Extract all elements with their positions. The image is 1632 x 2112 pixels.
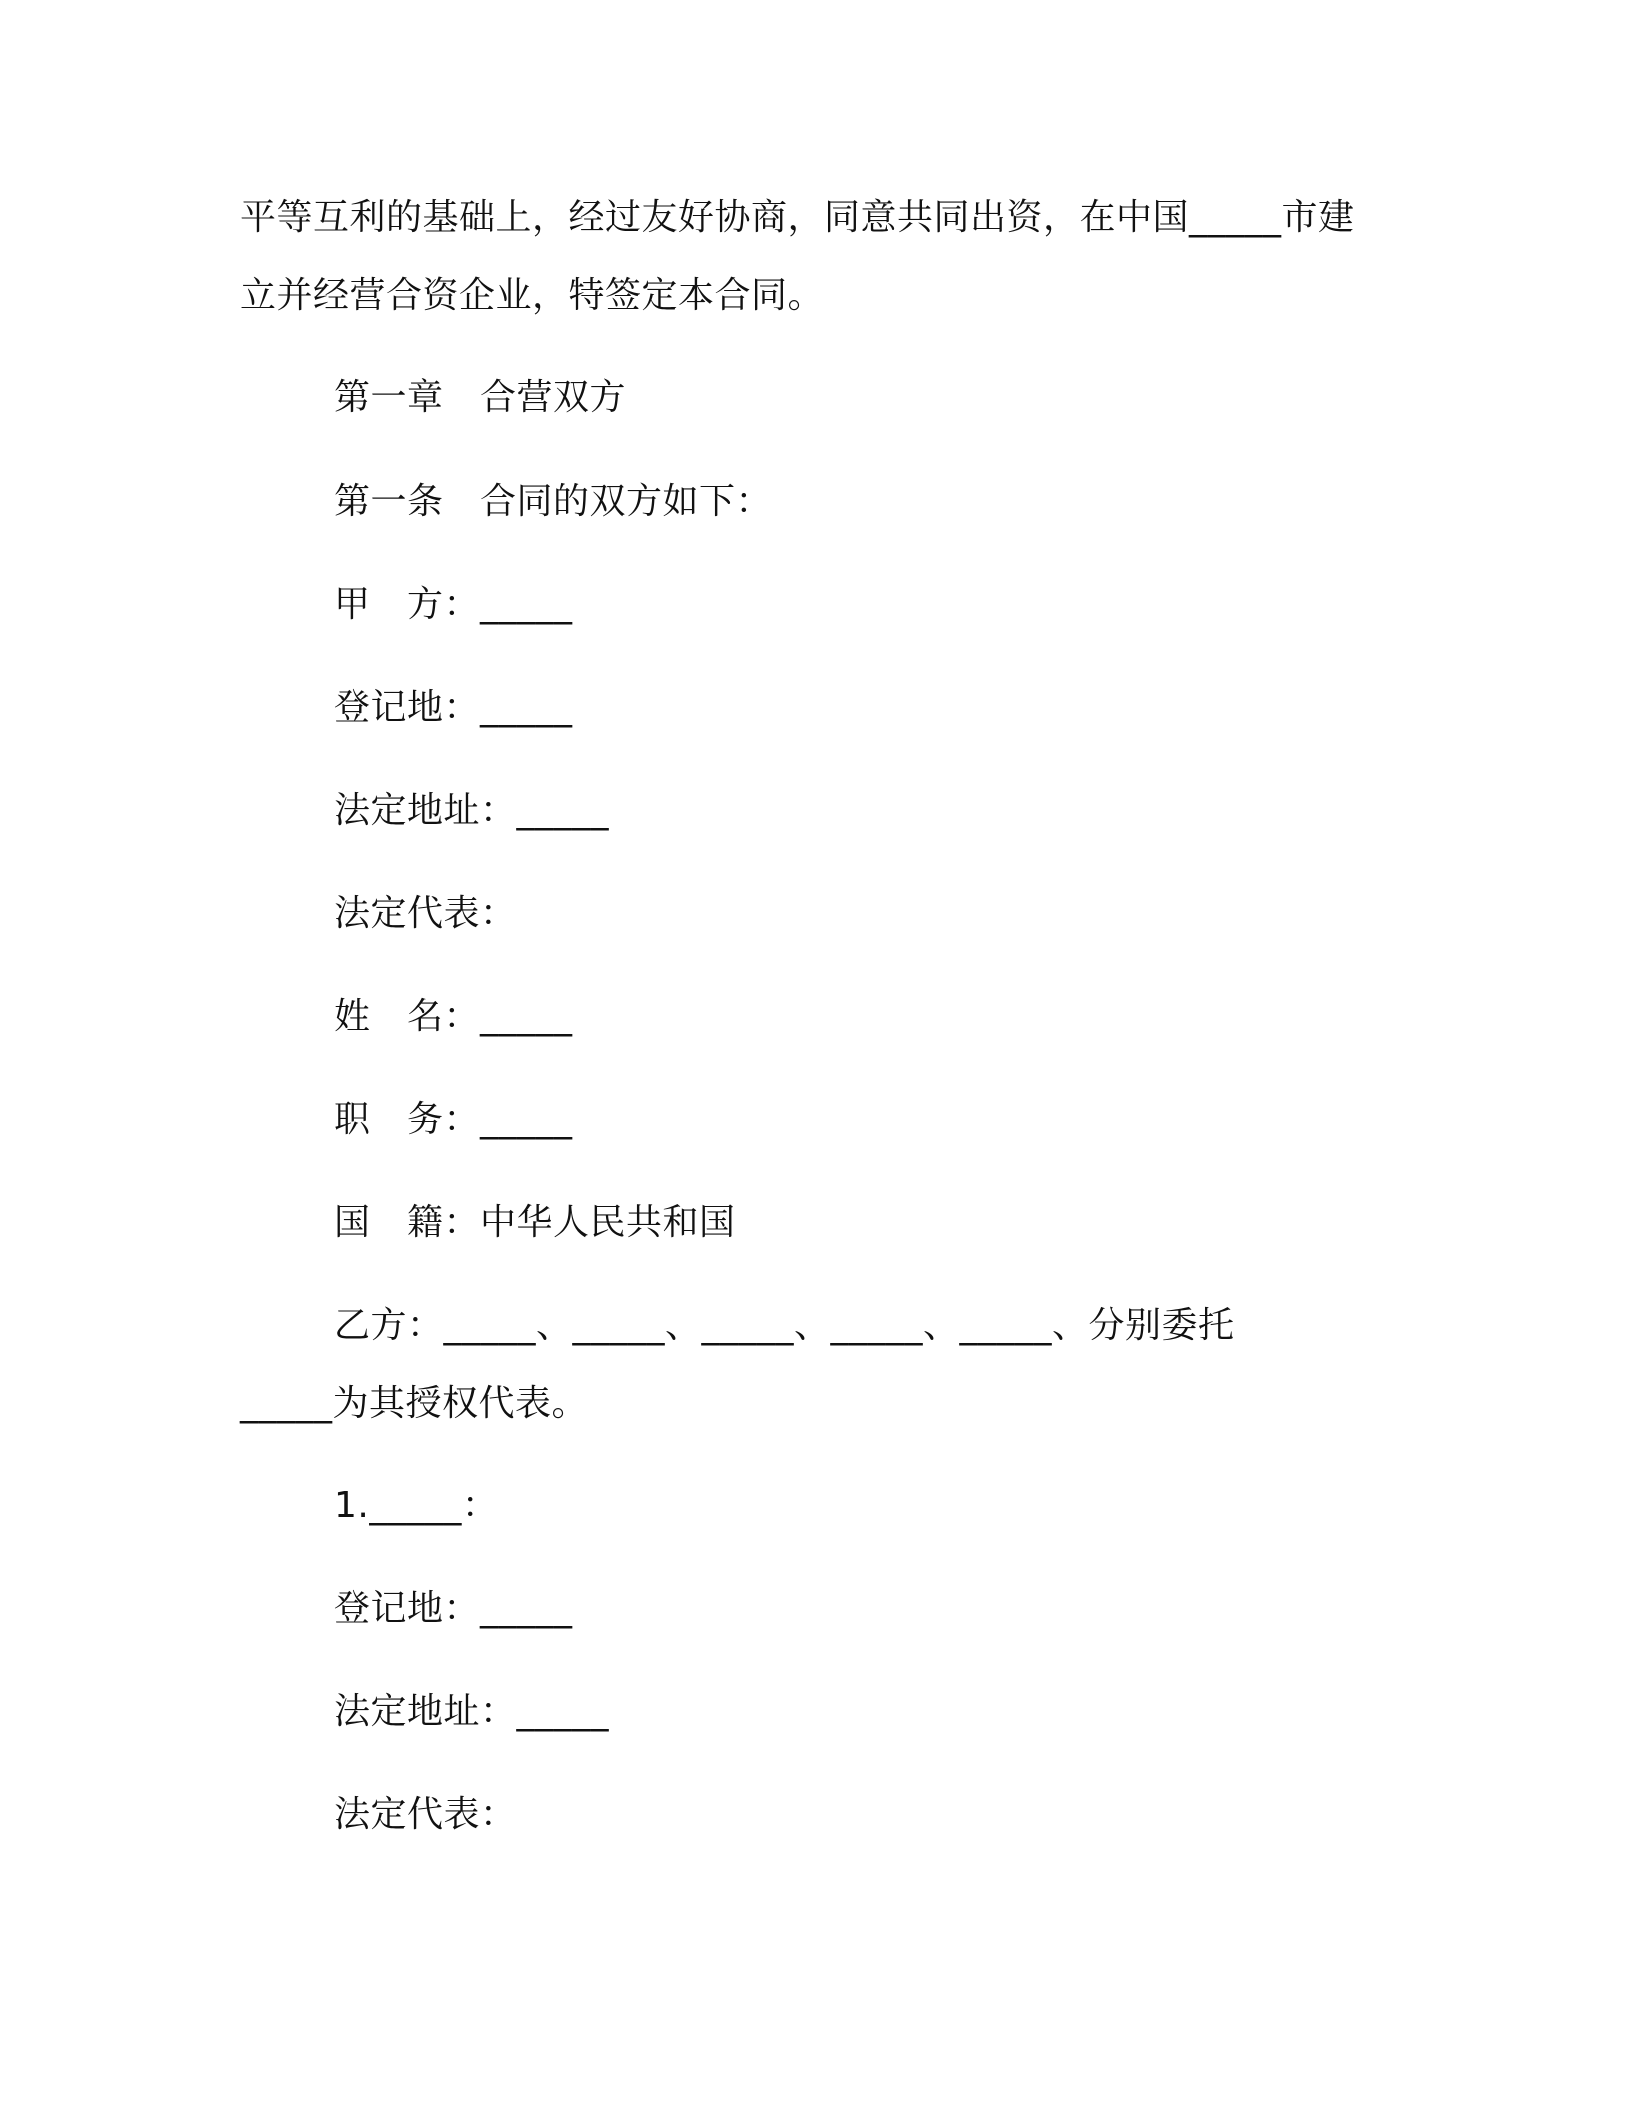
- party-a-line: 甲 方：_____: [334, 584, 573, 625]
- legal-address-line: 法定地址：_____: [334, 790, 610, 831]
- item-1-line: 1._____：: [334, 1485, 499, 1526]
- nationality-line: 国 籍：中华人民共和国: [334, 1202, 736, 1243]
- party-b-line-2: _____为其授权代表。: [240, 1383, 589, 1424]
- party-b-line-1: 乙方：_____、_____、_____、_____、_____、分别委托: [334, 1305, 1235, 1346]
- name-line: 姓 名：_____: [334, 996, 573, 1037]
- legal-representative-line-2: 法定代表：: [334, 1794, 517, 1835]
- paragraph-intro-line-1: 平等互利的基础上，经过友好协商，同意共同出资，在中国_____市建: [240, 197, 1355, 238]
- legal-address-line-2: 法定地址：_____: [334, 1691, 610, 1732]
- article-heading: 第一条 合同的双方如下：: [334, 481, 773, 522]
- registration-line-2: 登记地：_____: [334, 1588, 573, 1629]
- legal-representative-line: 法定代表：: [334, 893, 517, 934]
- position-line: 职 务：_____: [334, 1099, 573, 1140]
- chapter-heading: 第一章 合营双方: [334, 377, 627, 418]
- registration-line: 登记地：_____: [334, 687, 573, 728]
- paragraph-intro-line-2: 立并经营合资企业，特签定本合同。: [240, 275, 825, 316]
